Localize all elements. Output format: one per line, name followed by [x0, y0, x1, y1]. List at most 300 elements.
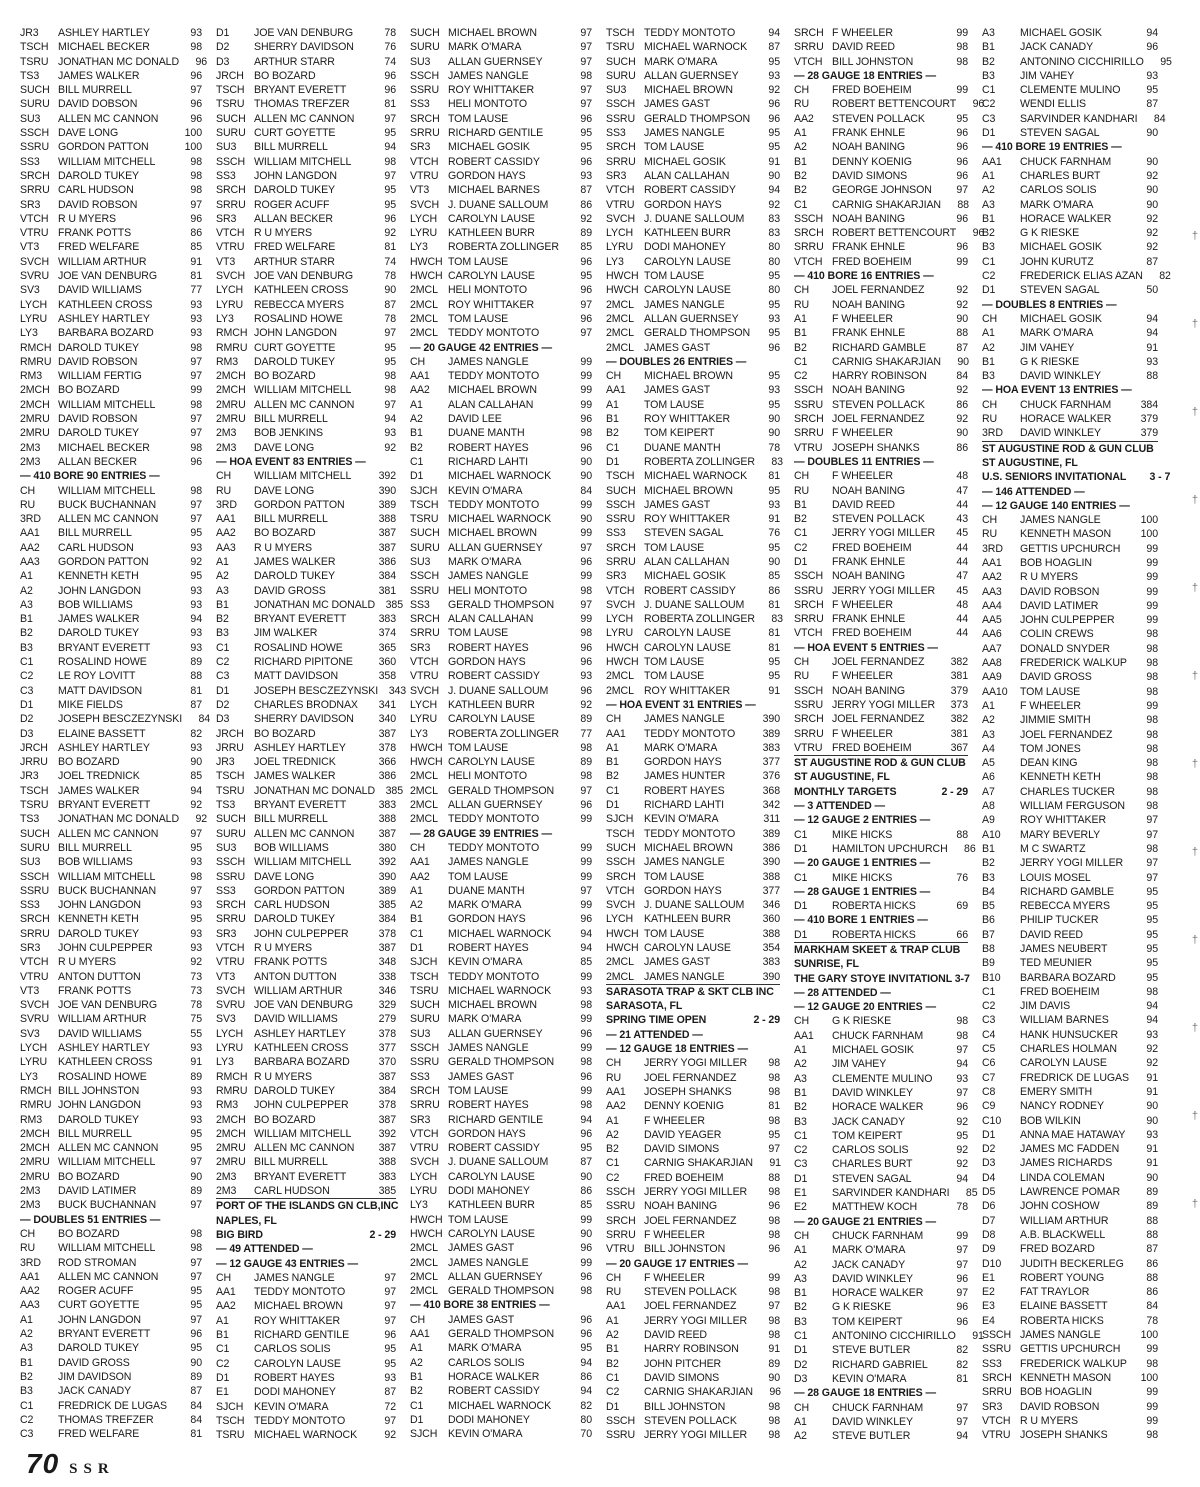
shooter-name: DAVID WINKLEY — [1020, 370, 1101, 383]
section-title: — DOUBLES 8 ENTRIES — — [982, 298, 1117, 311]
result-row — [606, 126, 780, 140]
result-row — [982, 699, 1158, 713]
class-code: JRCH — [20, 741, 48, 754]
class-code: SRCH — [410, 1084, 440, 1097]
result-row — [410, 870, 592, 884]
class-code: D1 — [794, 1344, 808, 1357]
class-code: 2M3 — [216, 441, 237, 454]
shooter-name: MARK O'MARA — [448, 41, 522, 54]
score: 384 — [1140, 398, 1158, 411]
section-header — [794, 986, 968, 1000]
result-row — [410, 626, 592, 640]
class-code: RU — [982, 528, 998, 541]
result-row — [410, 283, 592, 297]
result-row — [982, 1328, 1158, 1342]
score: 99 — [580, 1013, 592, 1026]
score: 47 — [956, 484, 968, 497]
class-code: SV3 — [216, 1013, 236, 1026]
section-title: — 20 GAUGE 42 ENTRIES — — [410, 341, 552, 354]
shooter-name: KENNETH KETH — [58, 913, 139, 926]
class-code: SRCH — [794, 598, 824, 611]
result-row — [410, 1341, 592, 1355]
class-code: SS3 — [410, 98, 430, 111]
result-row — [20, 569, 202, 583]
class-code: AA2 — [216, 527, 236, 540]
result-row — [606, 1099, 780, 1113]
shooter-name: JOHN LANGDON — [254, 327, 337, 340]
score: 85 — [768, 570, 780, 583]
class-code: A1 — [410, 398, 423, 411]
shooter-name: TEDDY MONTOTO — [448, 370, 540, 383]
section-header — [216, 1257, 396, 1271]
score: 97 — [1146, 814, 1158, 827]
scan-artifact-mark: † — [1191, 582, 1198, 594]
shooter-name: GERALD THOMPSON — [644, 112, 751, 125]
result-row — [606, 755, 780, 769]
shooter-name: TEDDY MONTOTO — [644, 727, 736, 740]
score: 98 — [580, 1056, 592, 1069]
score: 98 — [956, 1015, 968, 1028]
score: 94 — [580, 927, 592, 940]
score: 389 — [762, 727, 780, 740]
shooter-name: TOM LAUSE — [448, 870, 509, 883]
magazine-name: SSR — [69, 1461, 115, 1477]
score: 98 — [190, 398, 202, 411]
class-code: C10 — [982, 1114, 1002, 1127]
scan-artifact-mark: † — [1191, 318, 1198, 330]
result-row — [216, 398, 396, 412]
score: 98 — [580, 741, 592, 754]
event-header — [216, 1228, 396, 1242]
result-row — [606, 97, 780, 111]
shooter-name: MICHAEL GOSIK — [1020, 312, 1102, 325]
result-row — [410, 484, 592, 498]
result-row — [410, 1127, 592, 1141]
result-row — [20, 269, 202, 283]
shooter-name: SHERRY DAVIDSON — [254, 41, 354, 54]
shooter-name: TEDDY MONTOTO — [448, 841, 540, 854]
shooter-name: CHUCK FARNHAM — [832, 1229, 924, 1242]
result-row — [20, 1227, 202, 1241]
class-code: E4 — [982, 1314, 995, 1327]
result-row — [410, 998, 592, 1012]
score: 95 — [1146, 900, 1158, 913]
class-code: A2 — [606, 1329, 619, 1342]
score: 93 — [190, 327, 202, 340]
shooter-name: MICHAEL BROWN — [644, 841, 733, 854]
result-row — [20, 198, 202, 212]
shooter-name: ROY WHITTAKER — [644, 684, 731, 697]
class-code: E1 — [982, 1271, 995, 1284]
class-code: C1 — [410, 927, 424, 940]
class-code: C1 — [794, 1129, 808, 1142]
result-row — [794, 899, 968, 913]
shooter-name: TOM LAUSE — [644, 541, 705, 554]
shooter-name: ROBERT HAYES — [254, 1371, 335, 1384]
class-code: SRRU — [794, 427, 824, 440]
shooter-name: BILL MURRELL — [58, 527, 132, 540]
shooter-name: ROBERT HAYES — [644, 784, 725, 797]
score: 92 — [956, 1115, 968, 1128]
shooter-name: ALAN CALLAHAN — [448, 613, 534, 626]
class-code: AA3 — [216, 541, 236, 554]
result-row — [216, 612, 396, 626]
score: 90 — [1146, 1114, 1158, 1127]
score: 93 — [1146, 355, 1158, 368]
class-code: SURU — [216, 827, 246, 840]
score: 87 — [1146, 98, 1158, 111]
shooter-name: JOHN CULPEPPER — [1020, 614, 1115, 627]
result-row — [982, 1099, 1158, 1113]
result-row — [982, 69, 1158, 83]
class-code: HWCH — [410, 756, 443, 769]
result-row — [20, 169, 202, 183]
shooter-name: WILLIAM ARTHUR — [1020, 1214, 1109, 1227]
result-row — [794, 240, 968, 254]
shooter-name: BILL MURRELL — [58, 841, 132, 854]
result-row — [410, 555, 592, 569]
result-row — [794, 426, 968, 440]
result-row — [794, 255, 968, 269]
class-code: AA1 — [606, 727, 626, 740]
shooter-name: WILLIAM MITCHELL — [58, 1242, 156, 1255]
score: 98 — [580, 69, 592, 82]
shooter-name: NOAH BANING — [832, 484, 906, 497]
shooter-name: BUCK BUCHANNAN — [58, 884, 157, 897]
shooter-name: CAROLYN LAUSE — [448, 270, 535, 283]
class-code: AA1 — [606, 1085, 626, 1098]
result-row — [606, 1357, 780, 1371]
shooter-name: NOAH BANING — [644, 1200, 718, 1213]
class-code: 2MCL — [410, 327, 438, 340]
result-row — [216, 798, 396, 812]
result-row — [20, 383, 202, 397]
class-code: VTCH — [794, 627, 823, 640]
shooter-name: J. DUANE SALLOUM — [644, 598, 745, 611]
result-row — [20, 341, 202, 355]
section-title: — 12 GAUGE 20 ENTRIES — — [794, 1001, 936, 1014]
class-code: C1 — [606, 441, 620, 454]
score: 387 — [378, 942, 396, 954]
shooter-name: ASHLEY HARTLEY — [58, 1042, 150, 1055]
score: 93 — [190, 298, 202, 311]
shooter-name: ROGER ACUFF — [58, 1285, 134, 1298]
shooter-name: TOM LAUSE — [448, 312, 509, 325]
class-code: D2 — [216, 698, 230, 711]
shooter-name: FRED WELFARE — [58, 241, 140, 254]
result-row — [606, 512, 780, 526]
shooter-name: REBECCA MYERS — [254, 298, 344, 311]
score: 96 — [580, 441, 592, 454]
shooter-name: CHARLES BRODNAX — [254, 698, 358, 711]
result-row — [982, 355, 1158, 369]
section-title: — DOUBLES 51 ENTRIES — — [20, 1213, 161, 1226]
class-code: C1 — [794, 1330, 808, 1343]
result-row — [20, 112, 202, 126]
class-code: B1 — [606, 1343, 619, 1356]
shooter-name: CARLOS SOLIS — [1020, 184, 1097, 197]
score: 96 — [972, 227, 985, 240]
class-code: SU3 — [410, 1027, 431, 1040]
shooter-name: SARVINDER KANDHARI — [1020, 112, 1138, 125]
result-row — [20, 1327, 202, 1341]
shooter-name: FAT TRAYLOR — [1020, 1286, 1090, 1299]
shooter-name: DAVE LONG — [254, 484, 315, 497]
shooter-name: JOE VAN DENBURG — [58, 999, 157, 1012]
shooter-name: ROBERTA HICKS — [1020, 1314, 1104, 1327]
shooter-name: DODI MAHONEY — [448, 1185, 530, 1198]
shooter-name: DAVID SIMONS — [832, 169, 908, 182]
shooter-name: MICHAEL GOSIK — [644, 570, 726, 583]
result-row — [20, 598, 202, 612]
score: 98 — [956, 55, 968, 68]
class-code: SV3 — [20, 1027, 40, 1040]
class-code: LYRU — [410, 713, 438, 726]
shooter-name: JAMES NANGLE — [254, 1271, 335, 1284]
result-row — [606, 1185, 780, 1199]
result-row — [794, 741, 968, 755]
result-row — [410, 140, 592, 154]
section-title: — 12 GAUGE 18 ENTRIES — — [606, 1043, 748, 1056]
score: 93 — [1146, 69, 1158, 82]
score: 97 — [190, 427, 202, 440]
class-code: 3RD — [216, 498, 237, 511]
event-header — [794, 785, 968, 799]
class-code: C1 — [20, 656, 34, 669]
class-code: B4 — [982, 885, 995, 898]
scan-artifact-mark: † — [1191, 406, 1198, 418]
score: 97 — [956, 1415, 968, 1428]
score: 93 — [190, 312, 202, 325]
result-row — [216, 1385, 396, 1399]
class-code: SRCH — [606, 541, 636, 554]
class-code: B7 — [982, 928, 995, 941]
shooter-name: ANTONINO CICCHIRILLO — [832, 1330, 956, 1343]
result-row — [20, 512, 202, 526]
result-row — [410, 1041, 592, 1055]
class-code: RMRU — [20, 1099, 52, 1112]
shooter-name: JACK CANADY — [1020, 41, 1094, 54]
score: 388 — [378, 513, 396, 526]
shooter-name: CHARLES BURT — [1020, 169, 1101, 182]
shooter-name: ROBERT CASSIDY — [644, 184, 736, 197]
class-code: TSRU — [410, 513, 439, 526]
shooter-name: CARNIG SHAKARJIAN — [832, 355, 941, 368]
score: 99 — [580, 1213, 592, 1226]
class-code: D1 — [216, 27, 230, 39]
class-code: 2MCH — [216, 1127, 246, 1140]
class-code: AA1 — [982, 556, 1002, 569]
event-header — [982, 470, 1171, 484]
score: 91 — [1146, 1071, 1158, 1084]
class-code: AA2 — [20, 541, 40, 554]
result-row — [794, 1429, 968, 1443]
class-code: C8 — [982, 1085, 996, 1098]
shooter-name: TOM LAUSE — [448, 112, 509, 125]
result-row — [20, 1027, 202, 1041]
section-title: — HOA EVENT 31 ENTRIES — — [606, 698, 756, 711]
shooter-name: JIM DAVIDSON — [58, 1370, 132, 1383]
shooter-name: JAMES NANGLE — [644, 856, 725, 869]
result-row — [982, 1400, 1158, 1414]
shooter-name: ROBERT CASSIDY — [448, 155, 540, 168]
shooter-name: BUCK BUCHANNAN — [58, 498, 157, 511]
class-code: 2MCL — [606, 327, 634, 340]
result-row — [20, 455, 202, 469]
result-row — [606, 1114, 780, 1128]
class-code: SUCH — [216, 813, 246, 826]
class-code: SSRU — [606, 1429, 636, 1442]
result-row — [216, 412, 396, 426]
class-code: B1 — [794, 1086, 807, 1099]
score: 384 — [378, 1084, 396, 1097]
class-code: D5 — [982, 1186, 996, 1199]
result-row — [410, 112, 592, 126]
header-text: ST AUGUSTINE, FL — [982, 456, 1078, 469]
score: 99 — [768, 1271, 780, 1284]
section-title: — DOUBLES 11 ENTRIES — — [794, 455, 934, 468]
result-row — [20, 727, 202, 741]
shooter-name: HELI MONTOTO — [448, 284, 528, 297]
shooter-name: MICHAEL WARNOCK — [448, 470, 552, 483]
shooter-name: FRANK EHNLE — [832, 327, 906, 340]
class-code: C1 — [794, 355, 808, 368]
result-row — [410, 1155, 592, 1169]
score: 89 — [190, 1370, 202, 1383]
score: 76 — [768, 527, 780, 540]
score: 92 — [580, 698, 592, 711]
score: 380 — [378, 841, 396, 854]
shooter-name: JAMES NANGLE — [448, 355, 529, 368]
shooter-name: DUANE MANTH — [448, 427, 525, 440]
shooter-name: R U MYERS — [254, 1070, 312, 1083]
shooter-name: JAMES HUNTER — [644, 770, 726, 783]
result-row — [606, 198, 780, 212]
result-row — [216, 198, 396, 212]
score: 90 — [190, 1170, 202, 1183]
shooter-name: MICHAEL BROWN — [448, 527, 537, 540]
shooter-name: CAROLYN LAUSE — [644, 627, 731, 640]
score: 374 — [378, 627, 396, 640]
shooter-name: DAROLD TUKEY — [254, 570, 336, 583]
result-row — [982, 26, 1158, 40]
score: 99 — [580, 841, 592, 854]
result-row — [410, 369, 592, 383]
shooter-name: HELI MONTOTO — [448, 770, 528, 783]
class-code: C1 — [410, 455, 424, 468]
result-row — [982, 1299, 1158, 1313]
class-code: C3 — [794, 1158, 808, 1171]
class-code: SR3 — [410, 1113, 431, 1126]
score: 368 — [762, 784, 780, 797]
shooter-name: ALLAN GUERNSEY — [448, 55, 543, 68]
header-text: SARASOTA TRAP & SKT CLB INC — [606, 985, 774, 998]
class-code: HWCH — [606, 942, 639, 954]
shooter-name: KATHLEEN CROSS — [58, 298, 153, 311]
result-row — [982, 1042, 1158, 1056]
club-header — [794, 942, 968, 957]
score: 88 — [957, 198, 969, 211]
class-code: 2MCL — [606, 312, 634, 325]
result-row — [410, 755, 592, 769]
score: 387 — [378, 541, 396, 554]
shooter-name: CAROLYN LAUSE — [644, 942, 731, 954]
result-row — [216, 955, 396, 969]
class-code: TSRU — [216, 1429, 245, 1442]
shooter-name: JIM DAVIS — [1020, 1000, 1071, 1013]
class-code: SRRU — [20, 184, 50, 197]
score: 92 — [956, 384, 968, 397]
class-code: LYCH — [20, 298, 48, 311]
score: 90 — [1146, 1100, 1158, 1113]
class-code: B2 — [982, 227, 995, 240]
score: 73 — [190, 984, 202, 997]
result-row — [20, 155, 202, 169]
result-row — [794, 1143, 968, 1157]
score: 48 — [956, 598, 968, 611]
result-row — [20, 326, 202, 340]
shooter-name: MARK O'MARA — [1020, 198, 1094, 211]
score: 87 — [768, 41, 780, 54]
score: 95 — [580, 127, 592, 140]
shooter-name: DAVID REED — [644, 1329, 707, 1342]
score: 98 — [1146, 800, 1158, 813]
class-code: AA1 — [982, 155, 1002, 168]
shooter-name: JAMES MC FADDEN — [1020, 1143, 1120, 1156]
shooter-name: ROBERT HAYES — [448, 942, 529, 954]
result-row — [20, 126, 202, 140]
header-text: ST AUGUSTINE ROD & GUN CLUB — [794, 757, 966, 770]
result-row — [410, 1012, 592, 1026]
score: 96 — [956, 1272, 968, 1285]
shooter-name: FRED BOEHEIM — [644, 1171, 724, 1184]
score: 81 — [190, 684, 202, 697]
score: 92 — [384, 227, 396, 240]
class-code: SUCH — [410, 27, 440, 39]
class-code: A2 — [216, 570, 229, 583]
shooter-name: DAVID ROBSON — [58, 413, 138, 426]
class-code: B2 — [606, 770, 619, 783]
result-row — [20, 641, 202, 655]
result-row — [216, 555, 396, 569]
shooter-name: R U MYERS — [1020, 1414, 1078, 1427]
score: 390 — [378, 870, 396, 883]
shooter-name: HORACE WALKER — [832, 1101, 924, 1114]
score: 96 — [768, 98, 780, 111]
shooter-name: CAROLYN LAUSE — [448, 713, 535, 726]
score: 377 — [378, 1042, 396, 1055]
class-code: C2 — [20, 1413, 34, 1426]
result-row — [20, 355, 202, 369]
shooter-name: WILLIAM ARTHUR — [58, 255, 147, 268]
class-code: SS3 — [606, 127, 626, 140]
score: 95 — [190, 913, 202, 926]
shooter-name: GORDON PATTON — [58, 555, 149, 568]
header-text: ST AUGUSTINE, FL — [794, 771, 890, 784]
class-code: SRRU — [606, 555, 636, 568]
result-row — [20, 1241, 202, 1255]
class-code: SSRU — [794, 398, 824, 411]
result-row — [606, 1199, 780, 1213]
event-date: 2 - 29 — [369, 1228, 396, 1241]
shooter-name: ANTON DUTTON — [254, 970, 337, 983]
score: 86 — [956, 441, 968, 454]
result-row — [794, 398, 968, 412]
score: 84 — [580, 484, 592, 497]
shooter-name: R U MYERS — [254, 541, 312, 554]
score: 97 — [190, 370, 202, 383]
score: 93 — [190, 27, 202, 39]
